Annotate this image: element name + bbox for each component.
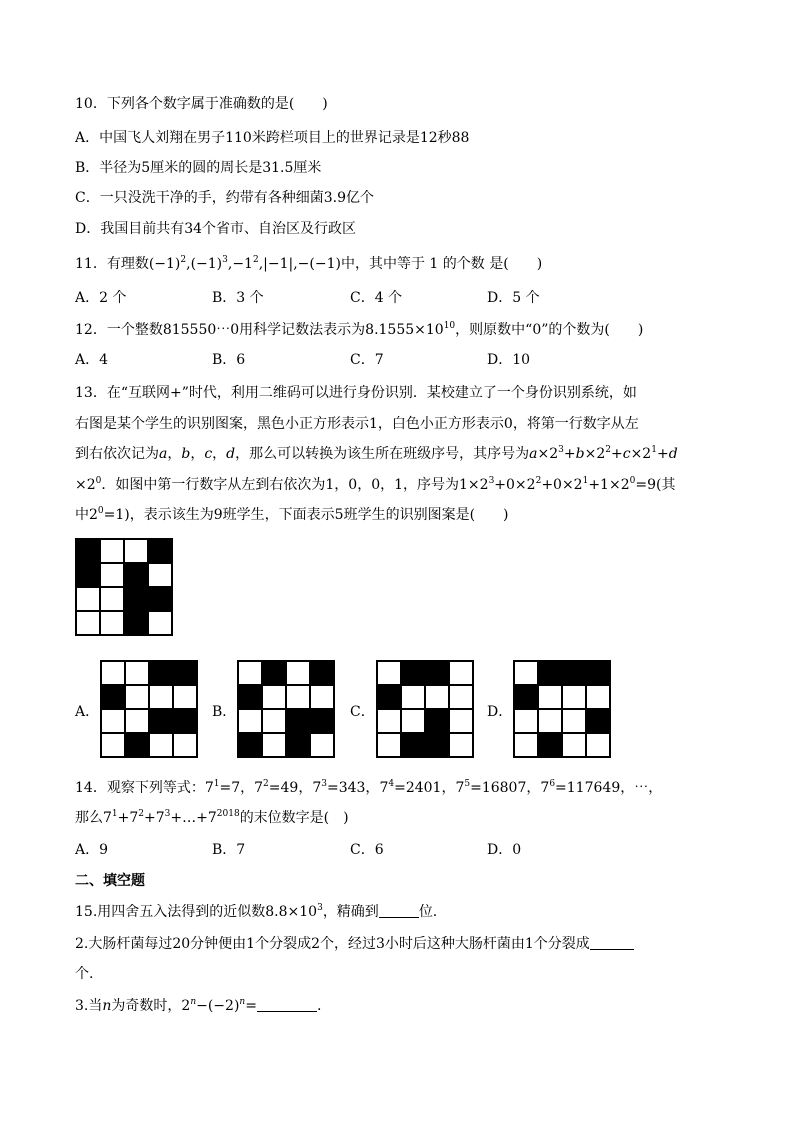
q13-option-c-pattern bbox=[376, 660, 474, 758]
q12-stem: 12．一个整数815550⋯0用科学记数法表示为$8.1555\times 10^{10}$，则原数中“0”的个数为( ) bbox=[75, 321, 644, 338]
q11-stem: 11．有理数$(-1)^2,(-1)^3,-1^2,|-1|,-(-1)$中，其中等于 1 的个数 是( ) bbox=[75, 255, 543, 272]
q2-line1: 2.大肠杆菌每过20分钟便由1个分裂成2个，经过3小时后这种大肠杆菌由1个分裂成 bbox=[75, 934, 634, 954]
q12-option-a: A．4 bbox=[75, 352, 109, 368]
section-title: 二、填空题 bbox=[75, 873, 145, 889]
q15: 15.用四舍五入法得到的近似数$8.8\times 10^3$，精确到 位. bbox=[75, 903, 438, 920]
q3: 3.当n为奇数时，$2^n-(-2)^n=$ . bbox=[75, 997, 322, 1014]
q14-option-b: B．7 bbox=[212, 842, 246, 858]
q13-option-c-label: C． bbox=[350, 704, 375, 720]
q10-option-a: A．中国飞人刘翔在男子110米跨栏项目上的世界记录是12秒88 bbox=[75, 130, 470, 146]
q10-option-b: B．半径为5厘米的圆的周长是31.5厘米 bbox=[75, 160, 322, 176]
q11-option-d: D．5 个 bbox=[487, 290, 540, 306]
q13-line2: 右图是某个学生的识别图案，黑色小正方形表示1，白色小正方形表示0，将第一行数字从左 bbox=[75, 416, 639, 432]
q11-option-a: A．2 个 bbox=[75, 290, 127, 306]
q12-option-c: C．7 bbox=[350, 352, 384, 368]
q13-line5: 中$2^0=1$)，表示该生为9班学生，下面表示5班学生的识别图案是( ) bbox=[75, 506, 509, 523]
q14-option-d: D．0 bbox=[487, 842, 522, 858]
q10-stem: 10．下列各个数字属于准确数的是( ) bbox=[75, 96, 328, 112]
q12-option-b: B．6 bbox=[212, 352, 246, 368]
example-id-pattern bbox=[75, 538, 173, 636]
q13-line4: $\times 2^0$．如图中第一行数字从左到右依次为1，0，0，1，序号为$1\times 2^3+0\times 2^2+0\times 2^1+1\times 2^0=9$(其 bbox=[75, 476, 676, 493]
q2-blank[interactable] bbox=[590, 935, 634, 950]
q14-line2: 那么$7^1+7^2+7^3+\dots+7^{2018}$的末位数字是( ) bbox=[75, 809, 349, 826]
q13-option-d-pattern bbox=[513, 660, 611, 758]
q11-option-c: C．4 个 bbox=[350, 290, 403, 306]
q15-blank[interactable] bbox=[379, 903, 419, 918]
q14-option-a: A．9 bbox=[75, 842, 109, 858]
q3-blank[interactable] bbox=[257, 997, 317, 1012]
q13-option-b-label: B． bbox=[212, 704, 237, 720]
q2-line2: 个. bbox=[75, 966, 94, 982]
q13-line3: 到右依次记为a，b，c，d，那么可以转换为该生所在班级序号，其序号为$a\times 2^3+b\times 2^2+c\times 2^1+d$ bbox=[75, 445, 678, 462]
q10-option-c: C．一只没洗干净的手，约带有各种细菌3.9亿个 bbox=[75, 190, 374, 206]
q13-option-b-pattern bbox=[237, 660, 335, 758]
q13-line1: 13．在“互联网+”时代，利用二维码可以进行身份识别．某校建立了一个身份识别系统，如 bbox=[75, 385, 637, 401]
q13-option-a-pattern bbox=[100, 660, 198, 758]
q13-option-a-label: A． bbox=[75, 704, 100, 720]
q12-option-d: D．10 bbox=[487, 352, 531, 368]
q11-option-b: B．3 个 bbox=[212, 290, 264, 306]
q14-option-c: C．6 bbox=[350, 842, 384, 858]
q13-option-d-label: D． bbox=[487, 704, 513, 720]
q10-option-d: D．我国目前共有34个省市、自治区及行政区 bbox=[75, 221, 357, 237]
q14-line1: 14．观察下列等式：$7^1=7$，$7^2=49$，$7^3=343$，$7^4=2401$，$7^5=16807$，$7^6=117649$，⋯， bbox=[75, 779, 663, 796]
